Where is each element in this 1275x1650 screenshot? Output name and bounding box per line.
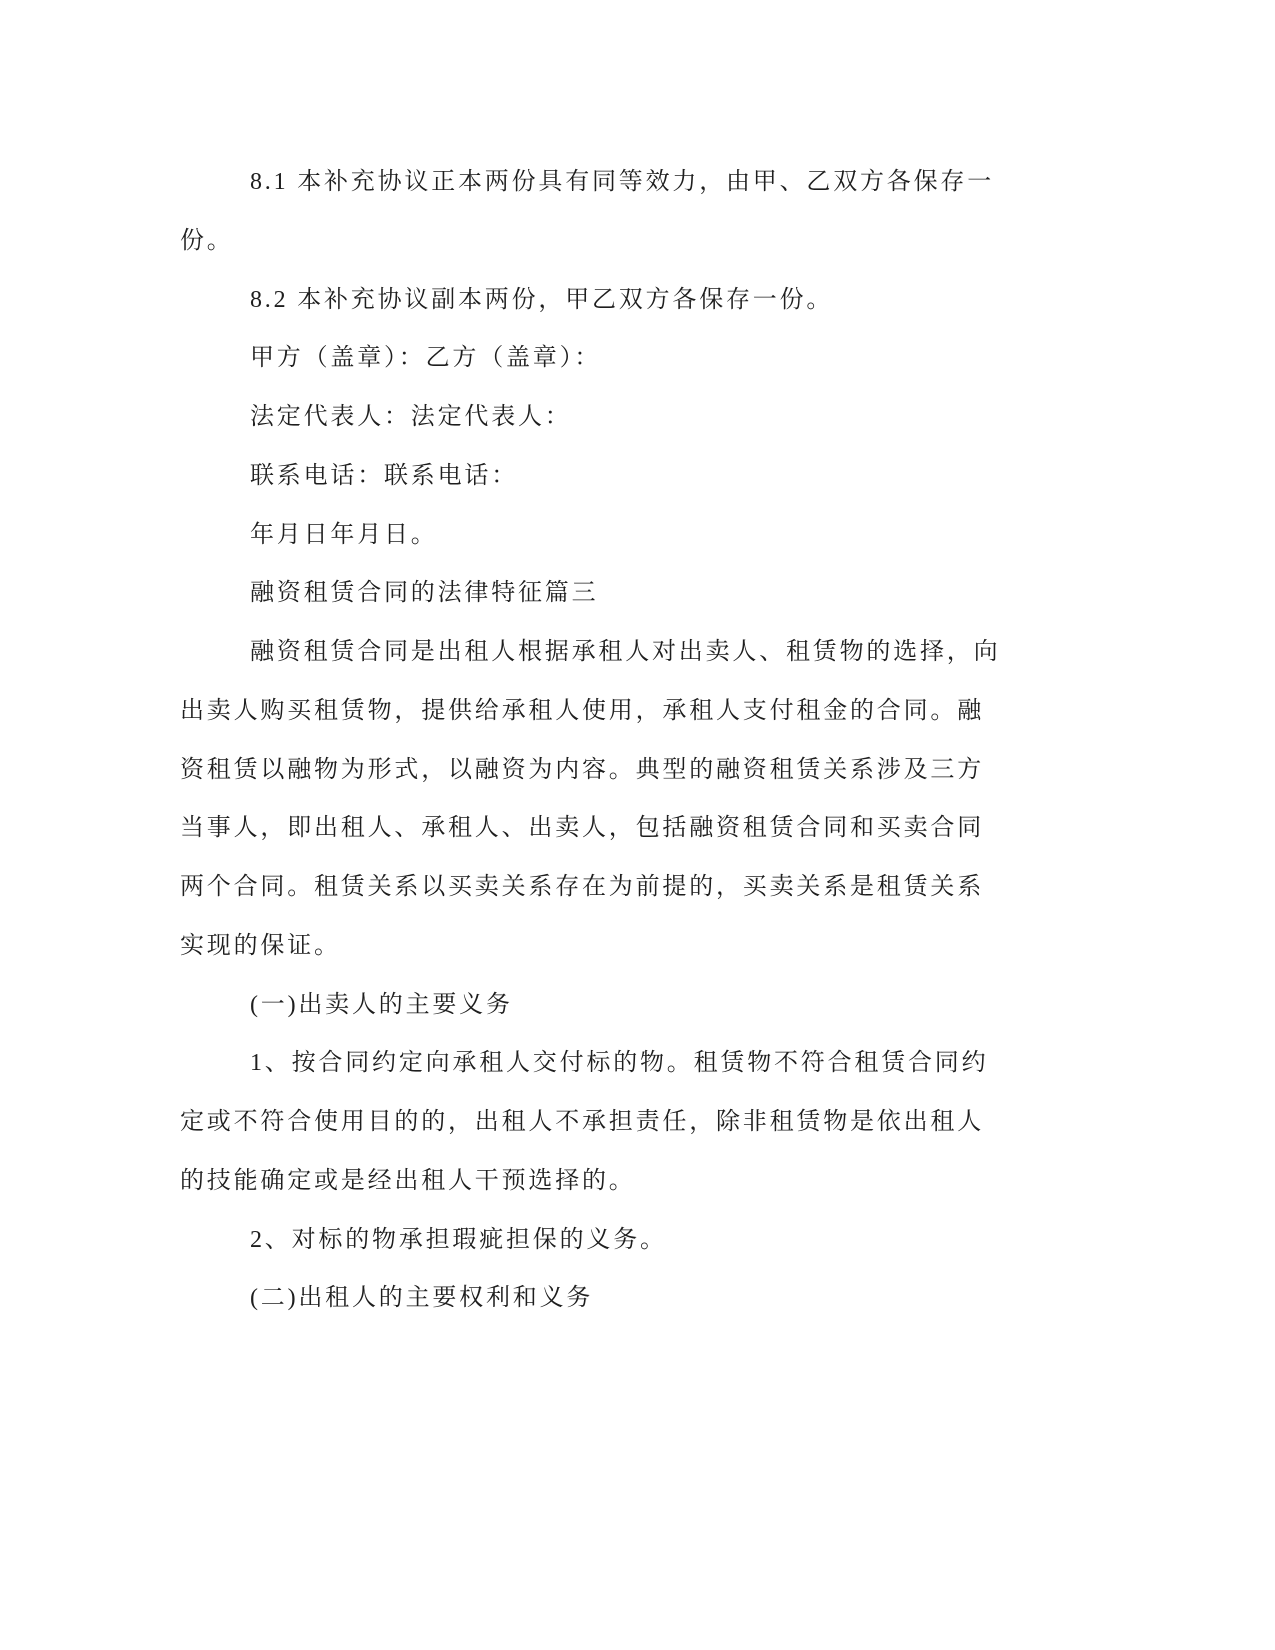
text-line: 份。 — [180, 227, 234, 254]
text-line: (二)出租人的主要权利和义务 — [250, 1285, 594, 1312]
signature-representative-line — [180, 388, 1095, 447]
list-item-1 — [180, 1034, 1095, 1210]
text-line: 8.2 本补充协议副本两份，甲乙双方各保存一份。 — [250, 286, 834, 313]
text-line: 融资租赁合同是出租人根据承租人对出卖人、租赁物的选择，向 — [250, 639, 1001, 665]
text-line: 当事人，即出租人、承租人、出卖人，包括融资租赁合同和买卖合同 — [180, 815, 984, 842]
text-line: 法定代表人：法定代表人： — [250, 404, 572, 430]
text-line: 年月日年月日。 — [250, 521, 438, 548]
text-line: 两个合同。租赁关系以买卖关系存在为前提的，买卖关系是租赁关系 — [180, 874, 984, 900]
signature-seal-line — [180, 329, 1095, 388]
paragraph-8-1 — [180, 153, 1095, 271]
text-line: 出卖人购买租赁物，提供给承租人使用，承租人支付租金的合同。融 — [180, 697, 984, 724]
text-line: 实现的保证。 — [180, 932, 341, 959]
text-line: 1、按合同约定向承租人交付标的物。租赁物不符合租赁合同约 — [250, 1050, 989, 1077]
text-line: 的技能确定或是经出租人干预选择的。 — [180, 1167, 636, 1194]
signature-phone-line — [180, 447, 1095, 506]
text-line: 联系电话：联系电话： — [250, 462, 518, 489]
text-line: 甲方（盖章）：乙方（盖章）： — [250, 345, 602, 372]
subsection-heading-1 — [180, 976, 1095, 1035]
paragraph-8-2 — [180, 271, 1095, 330]
paragraph-definition — [180, 623, 1095, 976]
text-line: 资租赁以融物为形式，以融资为内容。典型的融资租赁关系涉及三方 — [180, 756, 984, 783]
text-line: 融资租赁合同的法律特征篇三 — [250, 580, 599, 607]
text-line: 2、对标的物承担瑕疵担保的义务。 — [250, 1226, 667, 1253]
section-heading — [180, 564, 1095, 623]
text-line: 8.1 本补充协议正本两份具有同等效力，由甲、乙双方各保存一 — [250, 169, 994, 195]
subsection-heading-2 — [180, 1269, 1095, 1328]
list-item-2 — [180, 1211, 1095, 1270]
signature-date-line — [180, 506, 1095, 565]
text-line: 定或不符合使用目的的，出租人不承担责任，除非租赁物是依出租人 — [180, 1109, 984, 1135]
text-line: (一)出卖人的主要义务 — [250, 991, 513, 1018]
